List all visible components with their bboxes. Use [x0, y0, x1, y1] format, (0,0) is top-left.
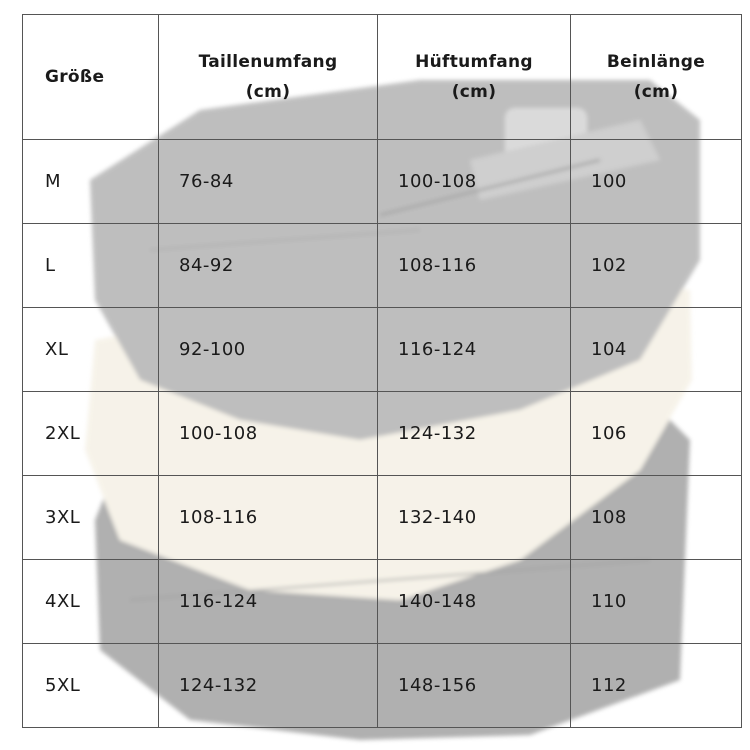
table-row	[23, 308, 742, 392]
cell-hip: 140-148	[378, 560, 571, 644]
cell-inseam: 112	[571, 644, 742, 728]
cell-waist: 124-132	[159, 644, 378, 728]
table-row	[23, 644, 742, 728]
cell-waist: 92-100	[159, 308, 378, 392]
cell-waist: 108-116	[159, 476, 378, 560]
cell-inseam: 110	[571, 560, 742, 644]
table-row	[23, 392, 742, 476]
cell-hip: 124-132	[378, 392, 571, 476]
cell-waist: 100-108	[159, 392, 378, 476]
cell-size: 3XL	[23, 476, 159, 560]
table-row	[23, 140, 742, 224]
header-inseam-label: Beinlänge	[606, 52, 706, 72]
cell-size: M	[23, 140, 159, 224]
header-size	[23, 15, 159, 140]
cell-inseam: 100	[571, 140, 742, 224]
header-inseam-unit: (cm)	[633, 82, 679, 102]
table-header-row	[23, 15, 742, 140]
cell-hip: 108-116	[378, 224, 571, 308]
cell-size: 4XL	[23, 560, 159, 644]
cell-hip: 132-140	[378, 476, 571, 560]
size-chart-table	[22, 14, 742, 728]
header-waist-unit: (cm)	[245, 82, 291, 102]
cell-inseam: 106	[571, 392, 742, 476]
cell-size: XL	[23, 308, 159, 392]
header-size-label: Größe	[45, 67, 105, 87]
header-waist	[159, 15, 378, 140]
header-hip	[378, 15, 571, 140]
cell-waist: 76-84	[159, 140, 378, 224]
cell-size: L	[23, 224, 159, 308]
cell-inseam: 104	[571, 308, 742, 392]
cell-waist: 84-92	[159, 224, 378, 308]
cell-hip: 148-156	[378, 644, 571, 728]
cell-hip: 100-108	[378, 140, 571, 224]
table-row	[23, 476, 742, 560]
header-inseam	[571, 15, 742, 140]
cell-inseam: 108	[571, 476, 742, 560]
cell-hip: 116-124	[378, 308, 571, 392]
cell-inseam: 102	[571, 224, 742, 308]
table-row	[23, 224, 742, 308]
cell-waist: 116-124	[159, 560, 378, 644]
cell-size: 2XL	[23, 392, 159, 476]
table-row	[23, 560, 742, 644]
cell-size: 5XL	[23, 644, 159, 728]
header-hip-label: Hüftumfang	[415, 52, 533, 72]
header-waist-label: Taillenumfang	[198, 52, 338, 72]
header-hip-unit: (cm)	[451, 82, 497, 102]
